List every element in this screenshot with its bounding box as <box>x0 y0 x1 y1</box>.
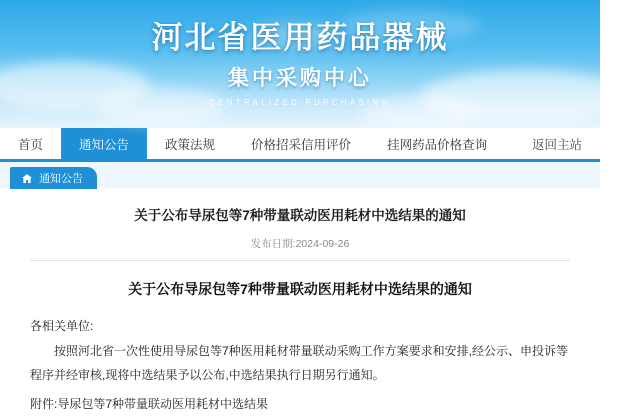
banner-text-block <box>0 0 600 107</box>
site-banner <box>0 0 600 128</box>
breadcrumb-current-tab[interactable] <box>10 167 97 189</box>
document-paragraph-1: 按照河北省一次性使用导尿包等7种医用耗材带量联动采购工作方案要求和安排,经公示、申投诉等程序并经审核,现将中选结果予以公布,中选结果执行日期另行通知。 <box>30 343 569 383</box>
document-head-title: 关于公布导尿包等7种带量联动医用耗材中选结果的通知 <box>134 208 466 223</box>
document-card <box>0 188 600 416</box>
nav-item-return-main-site[interactable]: 返回主站 <box>531 137 582 152</box>
site-title: 河北省医用药品器械 <box>151 20 449 55</box>
document-publish-date: 发布日期:2024-09-26 <box>30 236 570 261</box>
document-body-title: 关于公布导尿包等7种带量联动医用耗材中选结果的通知 <box>128 281 472 298</box>
site-subtitle: 集中采购中心 <box>228 65 372 90</box>
breadcrumb <box>0 162 600 188</box>
nav-item-policy[interactable]: 政策法规 <box>165 137 216 152</box>
nav-item-drug-price-query[interactable]: 挂网药品价格查询 <box>387 137 488 152</box>
home-icon <box>22 174 32 183</box>
main-navigation <box>0 128 600 162</box>
nav-spacer <box>505 128 514 159</box>
nav-item-credit-evaluation[interactable]: 价格招采信用评价 <box>251 137 352 152</box>
nav-item-home[interactable]: 首页 <box>18 137 44 152</box>
site-title-english: CENTRALIZED PURCHASING <box>209 97 391 107</box>
breadcrumb-label: 通知公告 <box>39 173 84 185</box>
nav-item-notices[interactable]: 通知公告 <box>61 128 147 159</box>
document-attachment-line: 附件:导尿包等7种带量联动医用耗材中选结果 <box>30 396 269 411</box>
document-salutation: 各相关单位: <box>30 318 94 333</box>
document-body <box>30 261 570 416</box>
